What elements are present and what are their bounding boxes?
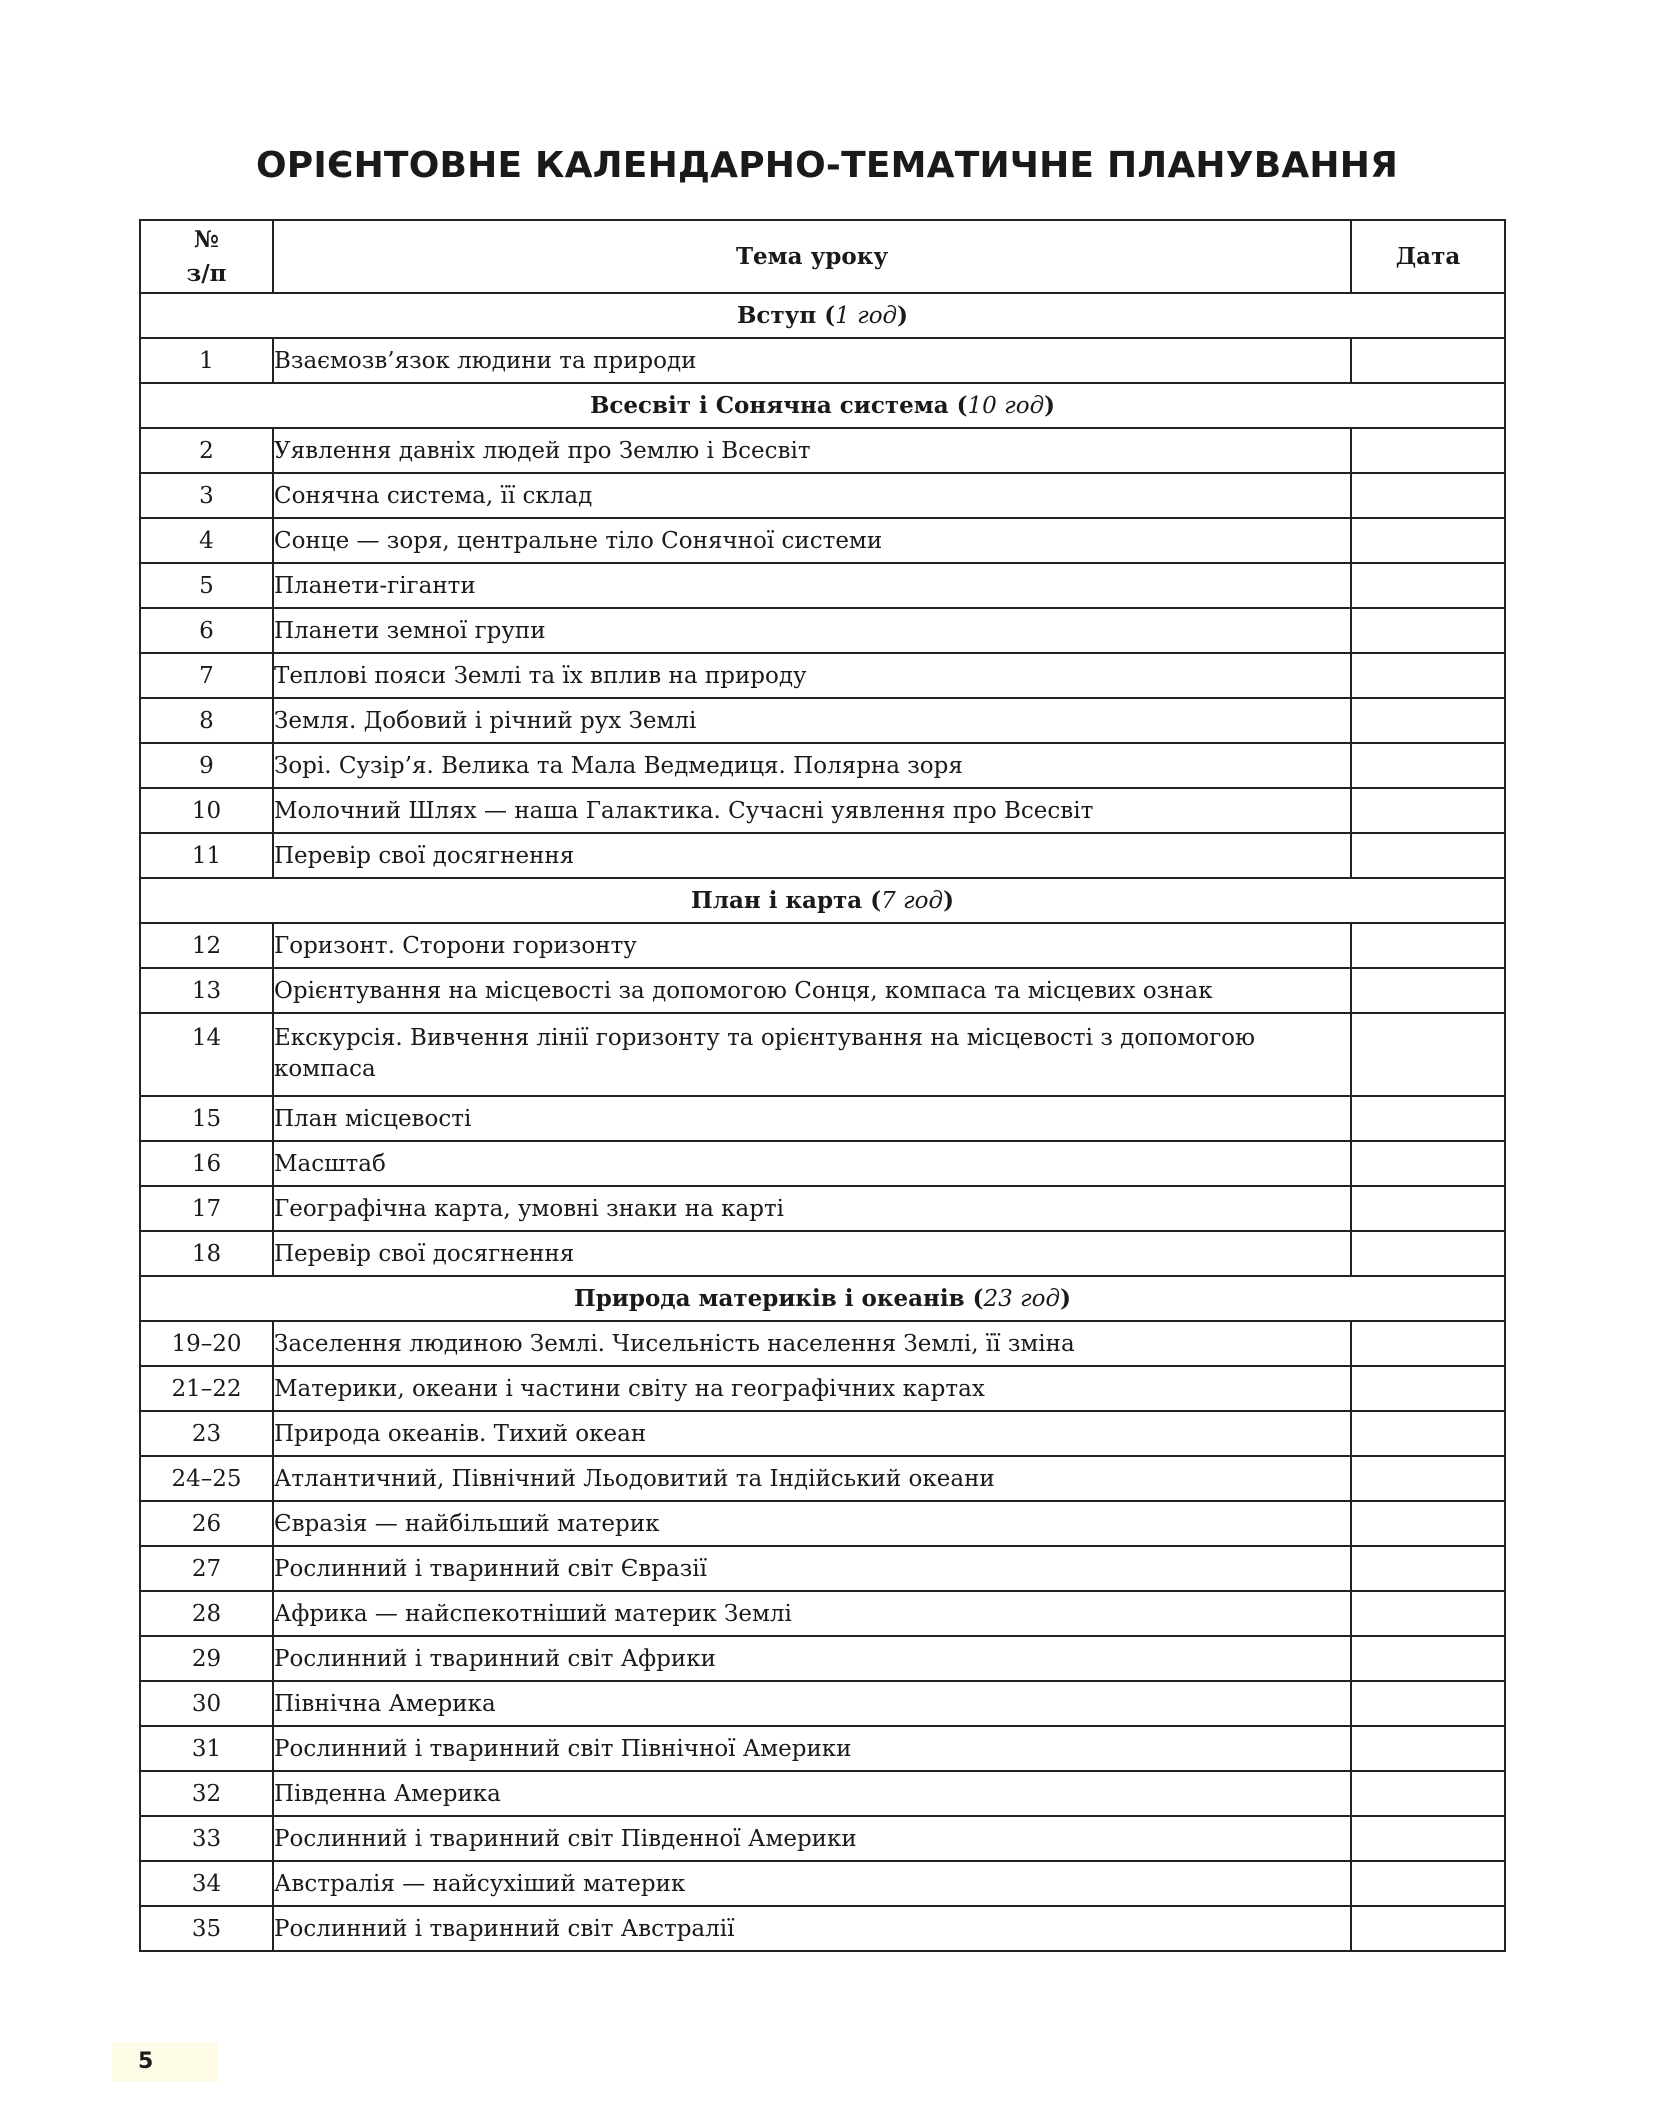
lesson-topic: Заселення людиною Землі. Чисельність населення Землі, її зміна — [273, 1321, 1351, 1366]
lesson-number: 17 — [140, 1186, 273, 1231]
lesson-topic: Теплові пояси Землі та їх вплив на природу — [273, 653, 1351, 698]
lesson-topic: Орієнтування на місцевості за допомогою Сонця, компаса та місцевих ознак — [273, 968, 1351, 1013]
section-hours: 7 год — [881, 888, 944, 914]
section-row — [140, 293, 1505, 338]
lesson-number: 12 — [140, 923, 273, 968]
section-row — [140, 1276, 1505, 1321]
lesson-number: 11 — [140, 833, 273, 878]
lesson-date[interactable] — [1351, 1141, 1505, 1186]
lesson-number: 10 — [140, 788, 273, 833]
lesson-topic: Рослинний і тваринний світ Євразії — [273, 1546, 1351, 1591]
section-heading — [140, 383, 1505, 428]
page-title: ОРІЄНТОВНЕ КАЛЕНДАРНО-ТЕМАТИЧНЕ ПЛАНУВАННЯ — [256, 145, 1398, 186]
lesson-number: 15 — [140, 1096, 273, 1141]
section-heading — [140, 1276, 1505, 1321]
table-row — [140, 473, 1505, 518]
table-row — [140, 1456, 1505, 1501]
lesson-topic: Екскурсія. Вивчення лінії горизонту та орієнтування на місцевості з допомогою компаса — [273, 1013, 1351, 1096]
section-paren-close: ) — [1060, 1285, 1071, 1312]
section-paren-close: ) — [897, 302, 909, 329]
lesson-date[interactable] — [1351, 1681, 1505, 1726]
table-row — [140, 608, 1505, 653]
table-row — [140, 1771, 1505, 1816]
section-name: Всесвіт і Сонячна система — [589, 392, 949, 419]
lesson-topic: Сонце — зоря, центральне тіло Сонячної системи — [273, 518, 1351, 563]
lesson-date[interactable] — [1351, 1906, 1505, 1951]
table-row — [140, 428, 1505, 473]
header-number-symbol: № — [194, 226, 219, 254]
section-paren-open: ( — [862, 887, 882, 914]
table-row — [140, 563, 1505, 608]
lesson-date[interactable] — [1351, 1321, 1505, 1366]
lesson-number: 33 — [140, 1816, 273, 1861]
table-body — [140, 293, 1505, 1951]
lesson-number: 14 — [140, 1013, 273, 1096]
lesson-date[interactable] — [1351, 608, 1505, 653]
lesson-topic: Географічна карта, умовні знаки на карті — [273, 1186, 1351, 1231]
section-heading — [140, 293, 1505, 338]
table-row — [140, 1501, 1505, 1546]
lesson-number: 4 — [140, 518, 273, 563]
lesson-date[interactable] — [1351, 1186, 1505, 1231]
table-row — [140, 1726, 1505, 1771]
lesson-number: 5 — [140, 563, 273, 608]
lesson-number: 29 — [140, 1636, 273, 1681]
lesson-number: 27 — [140, 1546, 273, 1591]
section-row — [140, 383, 1505, 428]
lesson-number: 19–20 — [140, 1321, 273, 1366]
lesson-topic: Південна Америка — [273, 1771, 1351, 1816]
lesson-date[interactable] — [1351, 1013, 1505, 1096]
lesson-plan-table — [139, 219, 1506, 1952]
lesson-number: 9 — [140, 743, 273, 788]
lesson-topic: Рослинний і тваринний світ Північної Америки — [273, 1726, 1351, 1771]
table-row — [140, 518, 1505, 563]
lesson-date[interactable] — [1351, 1411, 1505, 1456]
lesson-date[interactable] — [1351, 1636, 1505, 1681]
section-paren-close: ) — [1044, 392, 1056, 419]
table-row — [140, 1816, 1505, 1861]
lesson-date[interactable] — [1351, 1591, 1505, 1636]
table-row — [140, 1636, 1505, 1681]
table-row — [140, 1096, 1505, 1141]
lesson-number: 2 — [140, 428, 273, 473]
lesson-number: 1 — [140, 338, 273, 383]
lesson-number: 26 — [140, 1501, 273, 1546]
table-row — [140, 1681, 1505, 1726]
table-row — [140, 1186, 1505, 1231]
lesson-date[interactable] — [1351, 473, 1505, 518]
lesson-number: 28 — [140, 1591, 273, 1636]
section-name: План і карта — [691, 887, 863, 914]
lesson-number: 23 — [140, 1411, 273, 1456]
lesson-topic: Перевір свої досягнення — [273, 833, 1351, 878]
table-row — [140, 1591, 1505, 1636]
lesson-topic: Рослинний і тваринний світ Африки — [273, 1636, 1351, 1681]
header-date: Дата — [1351, 220, 1505, 293]
table-row — [140, 1906, 1505, 1951]
lesson-topic: Молочний Шлях — наша Галактика. Сучасні уявлення про Всесвіт — [273, 788, 1351, 833]
section-paren-open: ( — [816, 302, 836, 329]
page-number: 5 — [112, 2042, 218, 2082]
lesson-topic: Природа океанів. Тихий океан — [273, 1411, 1351, 1456]
lesson-date[interactable] — [1351, 1231, 1505, 1276]
section-hours: 10 год — [967, 393, 1045, 419]
section-paren-close: ) — [943, 887, 954, 914]
lesson-number: 6 — [140, 608, 273, 653]
lesson-date[interactable] — [1351, 833, 1505, 878]
table-row — [140, 653, 1505, 698]
lesson-topic: Земля. Добовий і річний рух Землі — [273, 698, 1351, 743]
lesson-topic: План місцевості — [273, 1096, 1351, 1141]
lesson-topic: Африка — найспекотніший материк Землі — [273, 1591, 1351, 1636]
lesson-topic: Північна Америка — [273, 1681, 1351, 1726]
lesson-date[interactable] — [1351, 923, 1505, 968]
lesson-date[interactable] — [1351, 428, 1505, 473]
lesson-date[interactable] — [1351, 1546, 1505, 1591]
section-hours: 23 год — [983, 1286, 1061, 1312]
lesson-topic: Планети-гіганти — [273, 563, 1351, 608]
lesson-topic: Материки, океани і частини світу на географічних картах — [273, 1366, 1351, 1411]
table-row — [140, 698, 1505, 743]
lesson-number: 30 — [140, 1681, 273, 1726]
table-row — [140, 968, 1505, 1013]
lesson-number: 8 — [140, 698, 273, 743]
lesson-topic: Австралія — найсухіший материк — [273, 1861, 1351, 1906]
lesson-number: 24–25 — [140, 1456, 273, 1501]
lesson-date[interactable] — [1351, 1501, 1505, 1546]
lesson-number: 35 — [140, 1906, 273, 1951]
table-row — [140, 1013, 1505, 1096]
section-name: Вступ — [736, 302, 817, 329]
lesson-date[interactable] — [1351, 1726, 1505, 1771]
lesson-topic: Масштаб — [273, 1141, 1351, 1186]
table-header-row — [140, 220, 1505, 293]
lesson-date[interactable] — [1351, 1366, 1505, 1411]
table-row — [140, 788, 1505, 833]
lesson-date[interactable] — [1351, 563, 1505, 608]
table-row — [140, 833, 1505, 878]
lesson-date[interactable] — [1351, 1456, 1505, 1501]
lesson-date[interactable] — [1351, 653, 1505, 698]
lesson-date[interactable] — [1351, 968, 1505, 1013]
lesson-date[interactable] — [1351, 743, 1505, 788]
header-number-abbr: з/п — [186, 259, 227, 287]
lesson-topic: Євразія — найбільший материк — [273, 1501, 1351, 1546]
lesson-number: 31 — [140, 1726, 273, 1771]
lesson-topic: Уявлення давніх людей про Землю і Всесвіт — [273, 428, 1351, 473]
table-row — [140, 1411, 1505, 1456]
lesson-number: 16 — [140, 1141, 273, 1186]
section-row — [140, 878, 1505, 923]
table-row — [140, 1141, 1505, 1186]
lesson-number: 7 — [140, 653, 273, 698]
lesson-date[interactable] — [1351, 788, 1505, 833]
section-hours: 1 год — [835, 303, 898, 329]
table-row — [140, 338, 1505, 383]
lesson-topic: Рослинний і тваринний світ Австралії — [273, 1906, 1351, 1951]
table-row — [140, 1546, 1505, 1591]
lesson-date[interactable] — [1351, 698, 1505, 743]
lesson-date[interactable] — [1351, 338, 1505, 383]
table-row — [140, 1321, 1505, 1366]
table-row — [140, 1861, 1505, 1906]
table-row — [140, 1366, 1505, 1411]
section-name: Природа материків і океанів — [574, 1285, 965, 1312]
lesson-date[interactable] — [1351, 1816, 1505, 1861]
table-row — [140, 1231, 1505, 1276]
lesson-number: 13 — [140, 968, 273, 1013]
lesson-topic: Взаємозв’язок людини та природи — [273, 338, 1351, 383]
lesson-date[interactable] — [1351, 518, 1505, 563]
lesson-number: 3 — [140, 473, 273, 518]
section-heading — [140, 878, 1505, 923]
lesson-date[interactable] — [1351, 1771, 1505, 1816]
lesson-topic: Сонячна система, її склад — [273, 473, 1351, 518]
lesson-topic: Зорі. Сузір’я. Велика та Мала Ведмедиця. Полярна зоря — [273, 743, 1351, 788]
section-paren-open: ( — [948, 392, 968, 419]
lesson-topic: Планети земної групи — [273, 608, 1351, 653]
lesson-date[interactable] — [1351, 1861, 1505, 1906]
lesson-number: 34 — [140, 1861, 273, 1906]
lesson-number: 32 — [140, 1771, 273, 1816]
lesson-topic: Атлантичний, Північний Льодовитий та Індійський океани — [273, 1456, 1351, 1501]
header-topic: Тема уроку — [273, 220, 1351, 293]
table-row — [140, 743, 1505, 788]
table-row — [140, 923, 1505, 968]
section-paren-open: ( — [964, 1285, 984, 1312]
lesson-date[interactable] — [1351, 1096, 1505, 1141]
lesson-number: 21–22 — [140, 1366, 273, 1411]
header-number — [140, 220, 273, 293]
lesson-number: 18 — [140, 1231, 273, 1276]
lesson-topic: Перевір свої досягнення — [273, 1231, 1351, 1276]
lesson-topic: Горизонт. Сторони горизонту — [273, 923, 1351, 968]
lesson-topic: Рослинний і тваринний світ Південної Америки — [273, 1816, 1351, 1861]
